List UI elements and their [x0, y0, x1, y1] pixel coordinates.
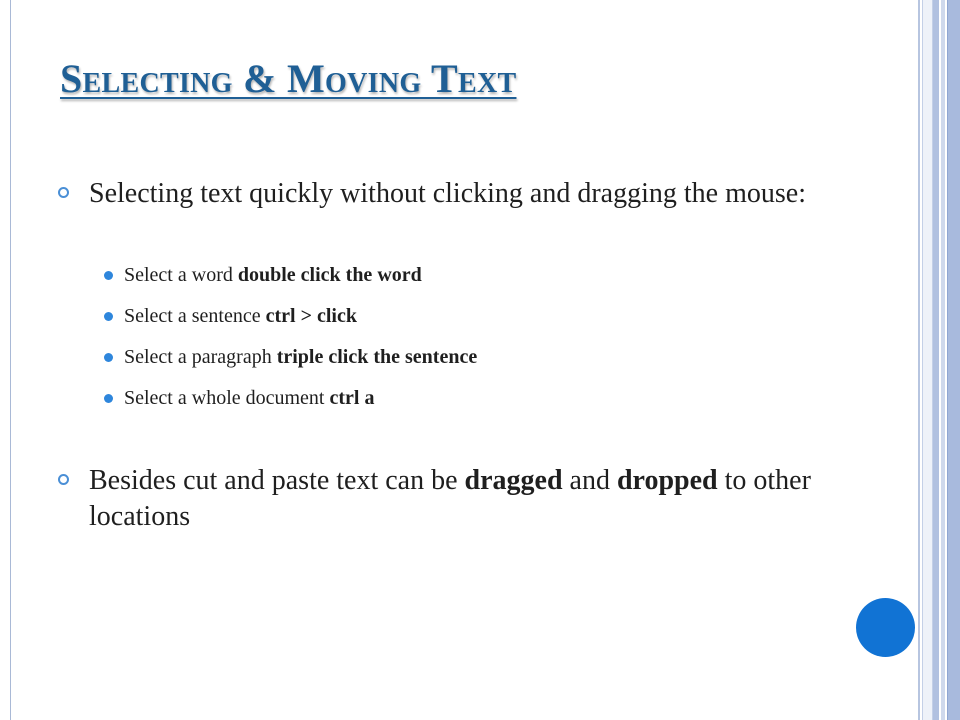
sub-bullet-text: Select a sentence — [124, 305, 266, 327]
sub-bullet-item — [104, 263, 422, 287]
decorative-stripe — [941, 0, 945, 720]
bullet-text-part: and — [562, 465, 617, 496]
bullet-dot-icon — [104, 394, 113, 403]
bullet-item — [58, 463, 888, 535]
bullet-text-part: to other locations — [89, 465, 811, 532]
sub-bullet-item — [104, 345, 477, 369]
bullet-ring-icon — [58, 187, 69, 198]
bullet-dot-icon — [104, 271, 113, 280]
sub-bullet-bold-text: ctrl a — [329, 387, 375, 409]
decorative-stripe — [947, 0, 960, 720]
sub-bullet-bold-text: ctrl > click — [265, 305, 357, 327]
decorative-stripe — [933, 0, 939, 720]
bullet-text — [89, 463, 888, 535]
bullet-ring-icon — [58, 474, 69, 485]
decorative-stripe — [922, 0, 933, 720]
sub-bullet-text: Select a word — [124, 264, 238, 286]
bullet-item — [58, 176, 888, 212]
bullet-dot-icon — [104, 312, 113, 321]
decorative-stripe — [918, 0, 920, 720]
bullet-bold-text: dragged — [464, 465, 563, 496]
bullet-text: Selecting text quickly without clicking and dragging the mouse: — [89, 178, 806, 209]
sub-bullet-item — [104, 386, 374, 410]
slide-title: Selecting & Moving Text — [60, 56, 517, 101]
bullet-dot-icon — [104, 353, 113, 362]
sub-bullet-bold-text: triple click the sentence — [276, 346, 478, 368]
sub-bullet-text: Select a whole document — [124, 387, 330, 409]
left-border-line — [10, 0, 11, 720]
sub-bullet-item — [104, 304, 357, 328]
bullet-bold-text: dropped — [616, 465, 718, 496]
bullet-text-part: Besides cut and paste text can be — [89, 465, 465, 496]
sub-bullet-text: Select a paragraph — [124, 346, 277, 368]
decorative-circle — [856, 598, 915, 657]
sub-bullet-bold-text: double click the word — [237, 264, 422, 286]
